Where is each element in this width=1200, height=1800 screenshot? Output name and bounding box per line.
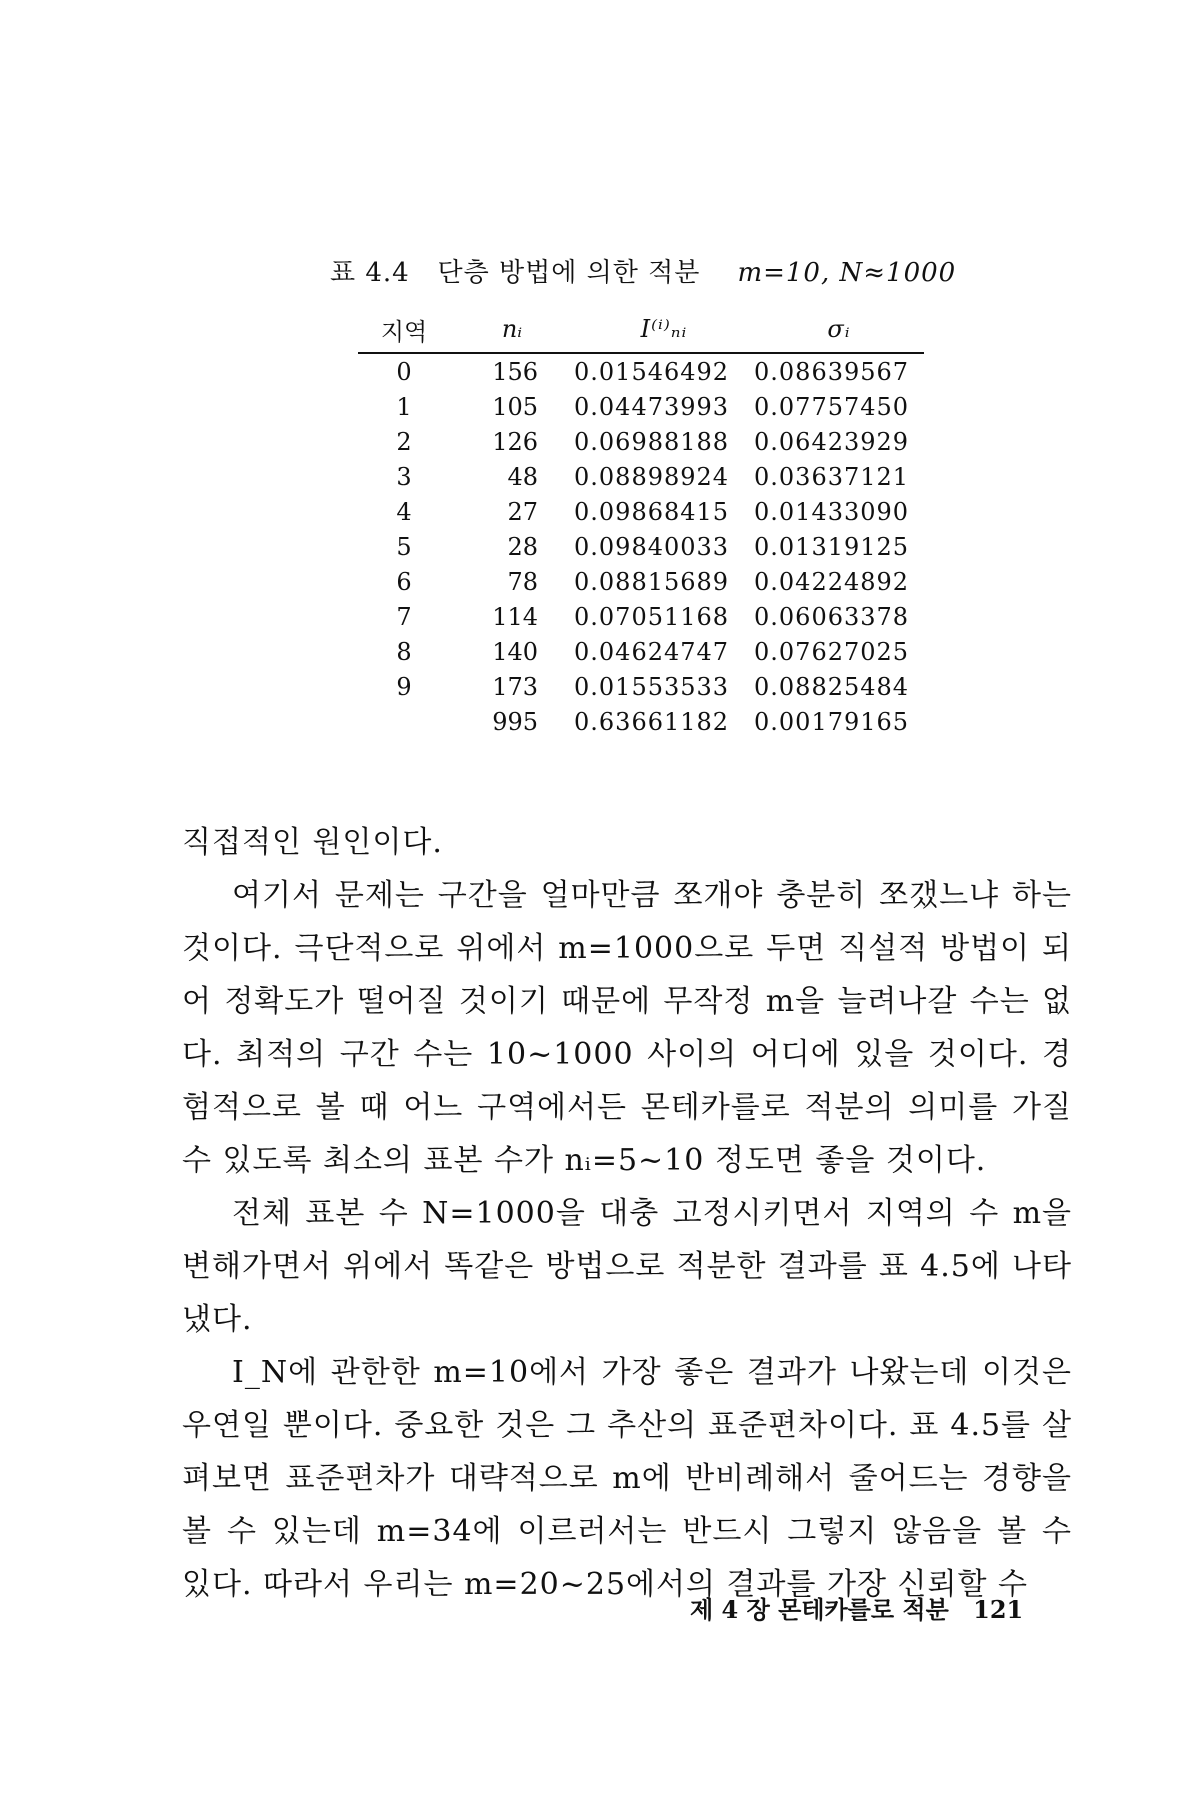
integration-table bbox=[358, 310, 924, 739]
page-footer bbox=[690, 1590, 1070, 1625]
table-row bbox=[358, 494, 924, 529]
cell-integral: 0.09840033 bbox=[574, 532, 730, 561]
cell-region: 8 bbox=[396, 637, 412, 666]
cell-region: 1 bbox=[396, 392, 412, 421]
cell-sigma: 0.08825484 bbox=[754, 672, 910, 701]
cell-sigma: 0.01319125 bbox=[754, 532, 910, 561]
table-row bbox=[358, 599, 924, 634]
cell-sigma: 0.06063378 bbox=[754, 602, 910, 631]
table-body bbox=[358, 353, 924, 739]
table-row bbox=[358, 353, 924, 389]
cell-n: 28 bbox=[507, 532, 538, 561]
paragraph: 여기서 문제는 구간을 얼마만큼 쪼개야 충분히 쪼갰느냐 하는 것이다. 극단적으로 위에서 m=1000으로 두면 직설적 방법이 되어 정확도가 떨어질 것이기 때문에 무작정 m을 늘려나갈 수는 없다. 최적의 구간 수는 10~1000 사이의 어디에 있을 것이다. 경험적으로 볼 때 어느 구역에서든 몬테카를로 적분의 의미를 가질 수 있도록 최소의 표본 수가 nᵢ=5~10 정도면 좋을 것이다. bbox=[182, 878, 1072, 1178]
paragraph: I_N에 관한한 m=10에서 가장 좋은 결과가 나왔는데 이것은 우연일 뿐이다. 중요한 것은 그 추산의 표준편차이다. 표 4.5를 살펴보면 표준편차가 대략적으로 m에 반비례해서 줄어드는 경향을 볼 수 있는데 m=34에 이르러서는 반드시 그렇지 않음을 볼 수 있다. 따라서 우리는 m=20~25에서의 결과를 가장 신뢰할 수 bbox=[182, 1355, 1072, 1602]
cell-sigma: 0.07627025 bbox=[754, 637, 910, 666]
cell-region: 2 bbox=[396, 427, 412, 456]
cell-integral: 0.09868415 bbox=[574, 497, 730, 526]
header-n: nᵢ bbox=[450, 310, 574, 353]
table-header-row bbox=[358, 310, 924, 353]
paragraph: 전체 표본 수 N=1000을 대충 고정시키면서 지역의 수 m을 변해가면서 위에서 똑같은 방법으로 적분한 결과를 표 4.5에 나타냈다. bbox=[182, 1196, 1072, 1337]
cell-n: 48 bbox=[507, 462, 538, 491]
cell-n: 140 bbox=[492, 637, 538, 666]
paragraph: 직접적인 원인이다. bbox=[182, 825, 443, 860]
cell-integral: 0.08815689 bbox=[574, 567, 730, 596]
caption-title: 단층 방법에 의한 적분 bbox=[437, 258, 701, 288]
cell-sigma: 0.07757450 bbox=[754, 392, 910, 421]
chapter-title: 제 4 장 몬테카를로 적분 bbox=[690, 1595, 949, 1624]
cell-integral: 0.63661182 bbox=[574, 707, 730, 736]
cell-n: 156 bbox=[492, 357, 538, 386]
table-row bbox=[358, 634, 924, 669]
table-row bbox=[358, 389, 924, 424]
cell-n: 78 bbox=[507, 567, 538, 596]
cell-sigma: 0.00179165 bbox=[754, 707, 910, 736]
cell-sigma: 0.08639567 bbox=[754, 357, 910, 386]
cell-sigma: 0.01433090 bbox=[754, 497, 910, 526]
cell-region: 5 bbox=[396, 532, 412, 561]
cell-integral: 0.04624747 bbox=[574, 637, 730, 666]
cell-integral: 0.06988188 bbox=[574, 427, 730, 456]
cell-region bbox=[358, 704, 450, 739]
cell-region: 4 bbox=[396, 497, 412, 526]
cell-sigma: 0.04224892 bbox=[754, 567, 910, 596]
cell-n: 995 bbox=[492, 707, 538, 736]
cell-region: 7 bbox=[396, 602, 412, 631]
cell-integral: 0.07051168 bbox=[574, 602, 730, 631]
cell-n: 126 bbox=[492, 427, 538, 456]
body-text bbox=[182, 816, 1072, 1611]
table-row bbox=[358, 669, 924, 704]
table-row bbox=[358, 529, 924, 564]
cell-region: 3 bbox=[396, 462, 412, 491]
cell-region: 0 bbox=[396, 357, 412, 386]
page-number: 121 bbox=[973, 1595, 1024, 1624]
cell-n: 27 bbox=[507, 497, 538, 526]
cell-integral: 0.08898924 bbox=[574, 462, 730, 491]
cell-integral: 0.01546492 bbox=[574, 357, 730, 386]
cell-n: 105 bbox=[492, 392, 538, 421]
caption-label: 표 4.4 bbox=[330, 258, 410, 288]
table-row bbox=[358, 564, 924, 599]
table-caption bbox=[330, 252, 1030, 289]
cell-region: 6 bbox=[396, 567, 412, 596]
table-row bbox=[358, 459, 924, 494]
header-sigma: σᵢ bbox=[754, 310, 924, 353]
caption-params: m=10, N≈1000 bbox=[737, 258, 957, 288]
cell-n: 114 bbox=[492, 602, 538, 631]
cell-sigma: 0.06423929 bbox=[754, 427, 910, 456]
header-region: 지역 bbox=[358, 310, 450, 353]
table-row bbox=[358, 424, 924, 459]
cell-n: 173 bbox=[492, 672, 538, 701]
cell-integral: 0.01553533 bbox=[574, 672, 730, 701]
cell-integral: 0.04473993 bbox=[574, 392, 730, 421]
table-row bbox=[358, 704, 924, 739]
header-integral: I⁽ⁱ⁾ₙᵢ bbox=[574, 310, 754, 353]
cell-sigma: 0.03637121 bbox=[754, 462, 910, 491]
cell-region: 9 bbox=[396, 672, 412, 701]
